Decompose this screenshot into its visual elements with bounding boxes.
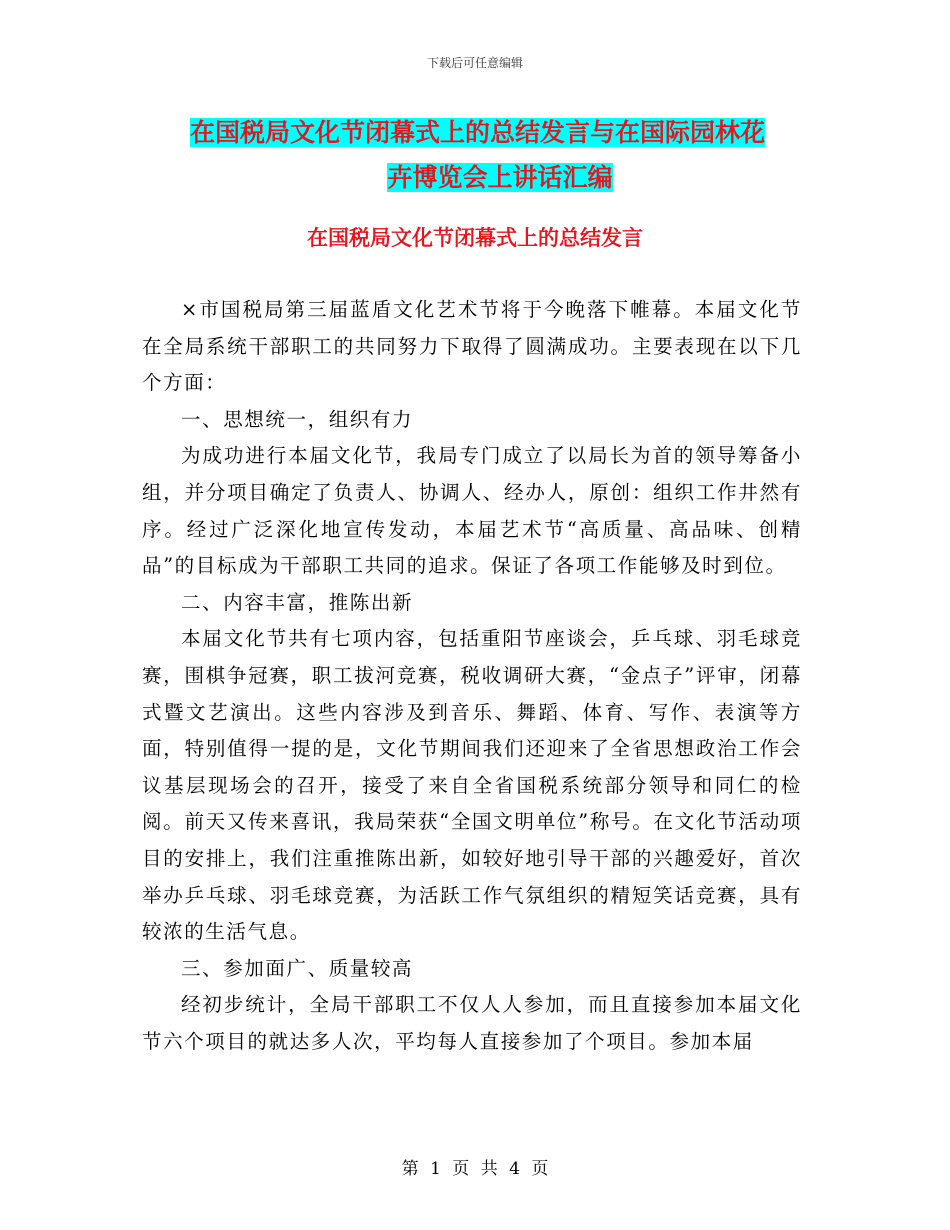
paragraph-heading: 一、思想统一，组织有力 xyxy=(181,407,414,431)
paragraph-heading: 二、内容丰富，推陈出新 xyxy=(181,590,414,614)
paragraph: 经初步统计，全局干部职工不仅人人参加，而且直接参加本届文化节六个项目的就达多人次，平均每人直接参加了个项目。参加本届 xyxy=(142,993,802,1053)
page-footer: 第 1 页 共 4 页 xyxy=(401,1159,549,1179)
paragraph: ×市国税局第三届蓝盾文化艺术节将于今晚落下帷幕。本届文化节在全局系统干部职工的共同努力下取得了圆满成功。主要表现在以下几个方面： xyxy=(142,298,802,395)
paragraph: 为成功进行本届文化节，我局专门成立了以局长为首的领导筹备小组，并分项目确定了负责人、协调人、经办人，原创：组织工作井然有序。经过广泛深化地宣传发动，本届艺术节“高质量、高品味、创精品”的目标成为干部职工共同的追求。保证了各项工作能够及时到位。 xyxy=(142,444,802,578)
section-title: 在国税局文化节闭幕式上的总结发言 xyxy=(307,226,643,250)
paragraph-heading: 三、参加面广、质量较高 xyxy=(181,956,414,980)
paragraph: 本届文化节共有七项内容，包括重阳节座谈会，乒乓球、羽毛球竞赛，围棋争冠赛，职工拔河竞赛，税收调研大赛，“金点子”评审，闭幕式暨文艺演出。这些内容涉及到音乐、舞蹈、体育、写作、表演等方面，特别值得一提的是，文化节期间我们还迎来了全省思想政治工作会议基层现场会的召开，接受了来自全省国税系统部分领导和同仁的检阅。前天又传来喜讯，我局荣获“全国文明单位”称号。在文化节活动项目的安排上，我们注重推陈出新，如较好地引导干部的兴趣爱好，首次举办乒乓球、羽毛球竞赛，为活跃工作气氛组织的精短笑话竞赛，具有较浓的生活气息。 xyxy=(142,627,802,944)
document-title-line-1: 在国税局文化节闭幕式上的总结发言与在国际园林花 xyxy=(190,118,766,147)
header-note: 下载后可任意编辑 xyxy=(426,56,523,70)
document-title xyxy=(190,110,810,200)
body-text xyxy=(142,292,802,1060)
document-title-line-2: 卉博览会上讲话汇编 xyxy=(387,163,613,192)
